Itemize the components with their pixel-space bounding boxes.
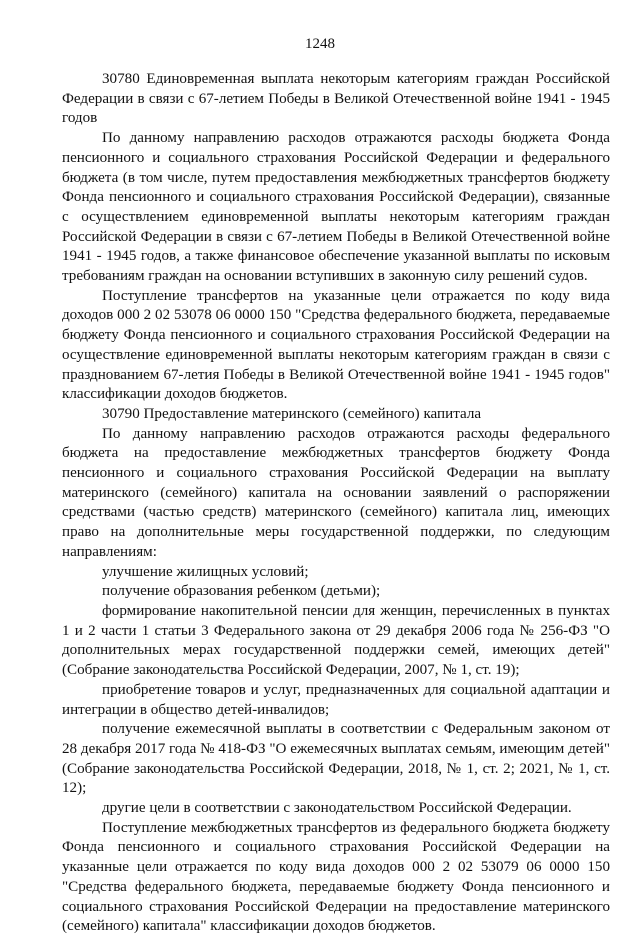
paragraph: По данному направлению расходов отражаются расходы бюджета Фонда пенсионного и социального страхования Российской Федерации и федерального бюджета (в том числе, путем предоставления межбюджетных трансфертов бюджету Фонда пенсионного и социального страхования Российской Федерации), связанные с осуществлением единовременной выплаты некоторым категориям граждан Российской Федерации в связи с 67-летием Победы в Великой Отечественной войне 1941 - 1945 годов, а также финансовое обеспечение указанной выплаты по исковым требованиям граждан на основании вступивших в законную силу решений судов. — [62, 130, 610, 285]
document-body — [62, 70, 610, 937]
list-item: улучшение жилищных условий; — [102, 563, 309, 580]
list-item: формирование накопительной пенсии для женщин, перечисленных в пунктах 1 и 2 части 1 статьи 3 Федерального закона от 29 декабря 2006 года № 256-ФЗ "О дополнительных мерах государственной поддержки семей, имеющих детей" (Собрание законодательства Российской Федерации, 2007, № 1, ст. 19); — [62, 602, 610, 679]
section-heading-30780: 30780 Единовременная выплата некоторым категориям граждан Российской Федерации в связи с 67-летием Победы в Великой Отечественной войне 1941 - 1945 годов — [62, 71, 610, 127]
paragraph: Поступление межбюджетных трансфертов из федерального бюджета бюджету Фонда пенсионного и социального страхования Российской Федерации на указанные цели отражается по коду вида доходов 000 2 02 53079 06 0000 150 "Средства федерального бюджета, передаваемые бюджету Фонда пенсионного и социального страхования Российской Федерации на предоставление материнского (семейного) капитала" классификации доходов бюджетов. — [62, 819, 610, 935]
list-item: приобретение товаров и услуг, предназначенных для социальной адаптации и интеграции в общество детей-инвалидов; — [62, 681, 610, 718]
paragraph: Поступление трансфертов на указанные цели отражается по коду вида доходов 000 2 02 53078 06 0000 150 "Средства федерального бюджета, передаваемые бюджету Фонда пенсионного и социального страхования Российской Федерации на осуществление единовременной выплаты некоторым категориям граждан в связи с празднованием 67-летия Победы в Великой Отечественной войне 1941 - 1945 годов" классификации доходов бюджетов. — [62, 287, 610, 403]
list-item: другие цели в соответствии с законодательством Российской Федерации. — [102, 800, 572, 817]
paragraph: По данному направлению расходов отражаются расходы федерального бюджета на предоставление межбюджетных трансфертов бюджету Фонда пенсионного и социального страхования Российской Федерации на выплату материнского (семейного) капитала на основании заявлений о распоряжении средствами (частью средств) материнского (семейного) капитала лиц, имеющих право на дополнительные меры государственной поддержки, по следующим направлениям: — [62, 425, 610, 560]
page-number: 1248 — [305, 36, 335, 52]
list-item: получение образования ребенком (детьми); — [102, 583, 381, 600]
section-heading-30790: 30790 Предоставление материнского (семейного) капитала — [102, 405, 482, 422]
list-item: получение ежемесячной выплаты в соответствии с Федеральным законом от 28 декабря 2017 года № 418-ФЗ "О ежемесячных выплатах семьям, имеющим детей" (Собрание законодательства Российской Федерации, 2018, № 1, ст. 2; 2021, № 1, ст. 12); — [62, 721, 610, 797]
